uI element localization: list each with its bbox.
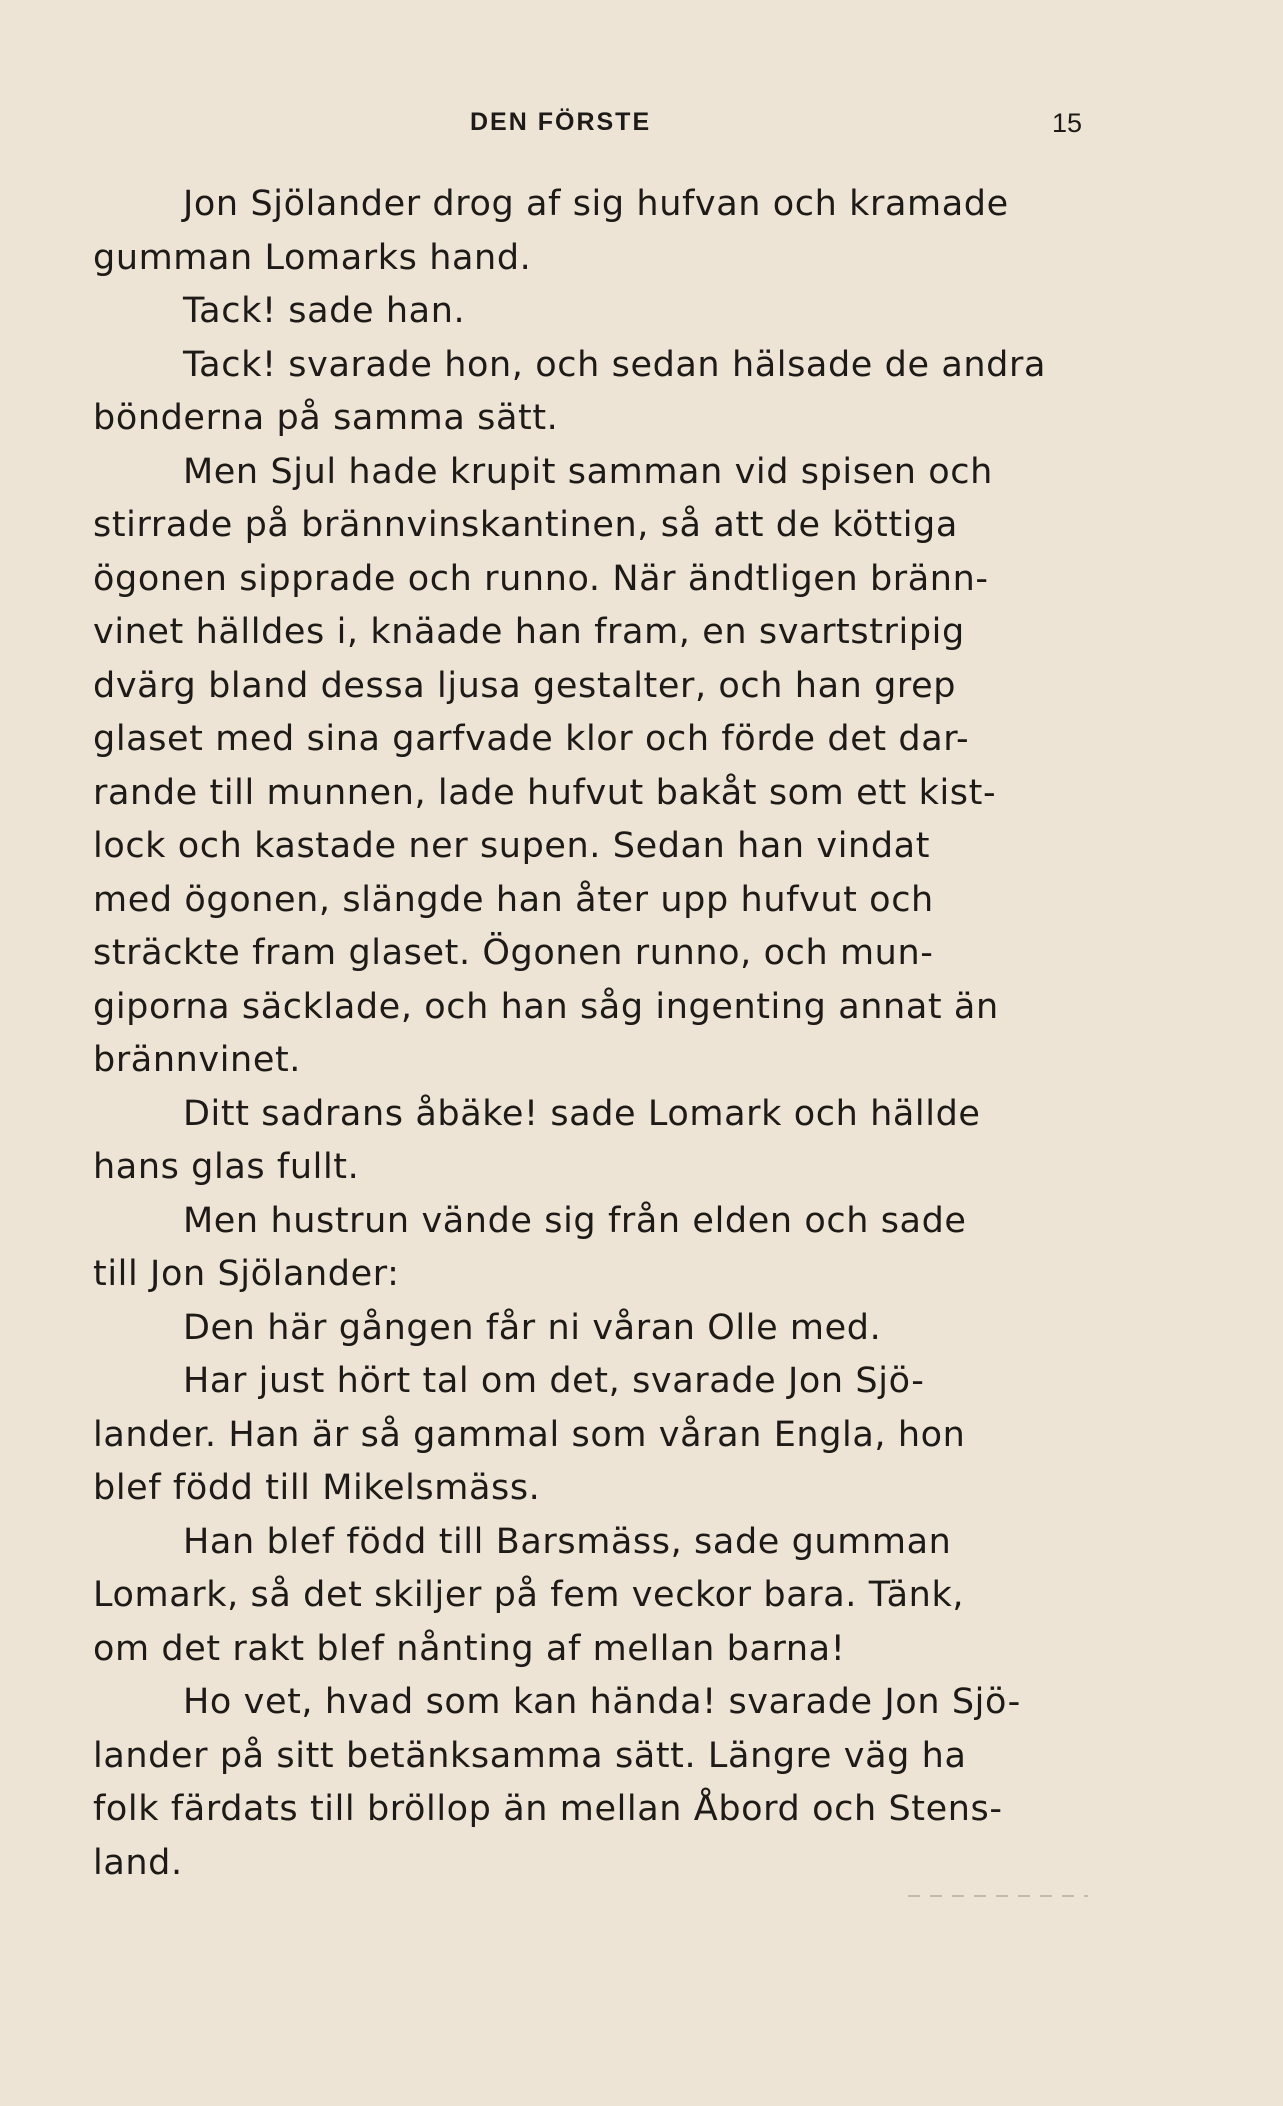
paragraph — [93, 178, 1089, 285]
text-line: om det rakt blef nånting af mellan barna! — [93, 1628, 846, 1669]
text-line: dvärg bland dessa ljusa gestalter, och han grep — [93, 665, 957, 706]
text-line: lander. Han är så gammal som våran Engla, hon — [93, 1414, 966, 1455]
text-line: lander på sitt betänksamma sätt. Längre väg ha — [93, 1735, 967, 1776]
text-line: gumman Lomarks hand. — [93, 237, 532, 278]
text-line: hans glas fullt. — [93, 1147, 360, 1187]
paragraph — [93, 1676, 1089, 1890]
text-line: med ögonen, slängde han åter upp hufvut och — [93, 879, 934, 920]
print-mark — [908, 1895, 1088, 1897]
text-line: stirrade på brännvinskantinen, så att de köttiga — [93, 505, 958, 545]
paragraph — [93, 1355, 1089, 1516]
text-line: folk färdats till bröllop än mellan Åbord och Stens- — [93, 1789, 1003, 1829]
text-line: Tack! sade han. — [183, 291, 466, 331]
text-line: till Jon Sjölander: — [93, 1254, 400, 1294]
text-line: blef född till Mikelsmäss. — [93, 1468, 541, 1508]
body-text — [93, 178, 1089, 1890]
text-line: brännvinet. — [93, 1040, 302, 1080]
text-line: bönderna på samma sätt. — [93, 398, 559, 438]
text-line: sträckte fram glaset. Ögonen runno, och mun- — [93, 933, 934, 973]
text-line: Han blef född till Barsmäss, sade gumman — [183, 1521, 952, 1562]
text-line: ögonen sipprade och runno. När ändtligen bränn- — [93, 558, 989, 599]
text-line: Tack! svarade hon, och sedan hälsade de andra — [183, 344, 1047, 385]
page-number: 15 — [1052, 108, 1083, 138]
paragraph — [93, 339, 1089, 446]
paragraph — [93, 1195, 1089, 1302]
text-line: Ho vet, hvad som kan hända! svarade Jon Sjö- — [183, 1682, 1021, 1722]
text-line: Har just hört tal om det, svarade Jon Sjö- — [183, 1361, 925, 1401]
paragraph — [93, 1088, 1089, 1195]
text-line: rande till munnen, lade hufvut bakåt som ett kist- — [93, 772, 997, 813]
text-line: Men Sjul hade krupit samman vid spisen och — [183, 451, 993, 492]
paragraph — [93, 1516, 1089, 1677]
text-line: Den här gången får ni våran Olle med. — [183, 1307, 882, 1348]
text-line: Men hustrun vände sig från elden och sade — [183, 1200, 967, 1241]
running-head — [0, 108, 1283, 148]
paragraph — [93, 1302, 1089, 1356]
text-line: glaset med sina garfvade klor och förde det dar- — [93, 719, 970, 759]
running-title: DEN FÖRSTE — [470, 108, 652, 136]
paragraph — [93, 446, 1089, 1088]
text-line: land. — [93, 1842, 183, 1883]
text-line: vinet hälldes i, knäade han fram, en svartstripig — [93, 612, 965, 652]
text-line: Lomark, så det skiljer på fem veckor bara. Tänk, — [93, 1575, 965, 1615]
text-line: Ditt sadrans åbäke! sade Lomark och hällde — [183, 1093, 981, 1134]
text-line: giporna säcklade, och han såg ingenting annat än — [93, 986, 999, 1027]
text-line: lock och kastade ner supen. Sedan han vindat — [93, 826, 931, 866]
paragraph — [93, 285, 1089, 339]
text-line: Jon Sjölander drog af sig hufvan och kramade — [183, 184, 1009, 224]
